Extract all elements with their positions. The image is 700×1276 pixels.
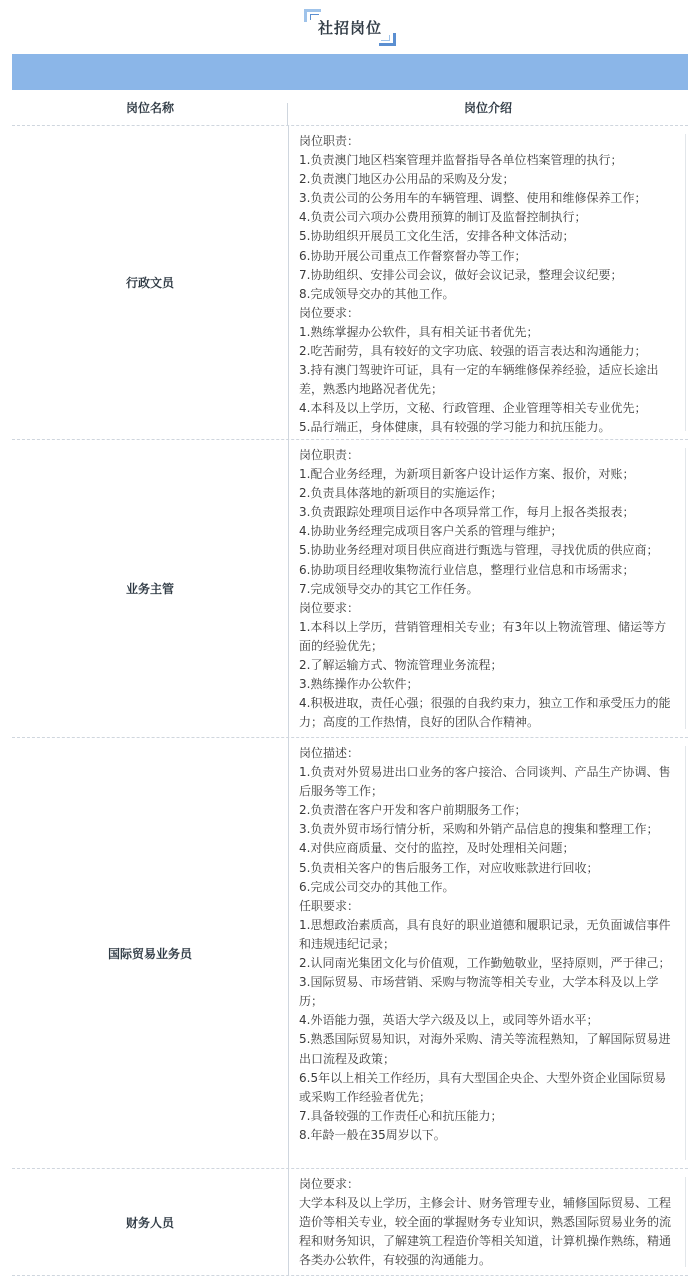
description-line: 6.协助项目经理收集物流行业信息，整理行业信息和市场需求； [299,562,635,577]
description-line: 2.负责具体落地的新项目的实施运作； [299,486,503,501]
description-line: 2.吃苦耐劳，具有较好的文字功底、较强的语言表达和沟通能力； [299,344,647,359]
table-header-row [12,90,688,126]
description-line: 6.5年以上相关工作经历，具有大型国企央企、大型外资企业国际贸易或采购工作经验者优先； [299,1070,667,1104]
description-line: 5.协助业务经理对项目供应商进行甄选与管理，寻找优质的供应商； [299,543,659,558]
description-line: 5.品行端正，身体健康，具有较强的学习能力和抗压能力。 [299,420,611,435]
corner-decoration-top-left-inner [310,14,319,20]
description-line: 1.熟练掌握办公软件，具有相关证书者优先； [299,324,539,339]
description-line: 4.本科及以上学历，文秘、行政管理、企业管理等相关专业优先； [299,401,647,416]
table-row [12,440,688,738]
section-title: 社招岗位 [317,18,382,37]
table-banner [12,54,688,90]
cell-right-rule [685,746,686,1160]
description-line: 岗位要求： [299,305,360,320]
description-line: 大学本科及以上学历，主修会计、财务管理专业，辅修国际贸易、工程造价等相关专业，较全面的掌握财务专业知识，熟悉国际贸易业务的流程和财务知识，了解建筑工程造价等相关知道，计算机操作熟练，精通各类办公软件，有较强的沟通能力。 [299,1196,672,1268]
description-line: 1.配合业务经理，为新项目新客户设计运作方案、报价，对账； [299,467,635,482]
description-line: 3.持有澳门驾驶许可证，具有一定的车辆维修保养经验，适应长途出差，熟悉内地路况者优先； [299,363,659,397]
description-line: 岗位职责： [299,448,360,462]
description-line: 6.协助开展公司重点工作督察督办等工作； [299,248,527,263]
table-row [12,1169,688,1276]
description-line: 岗位要求： [299,1177,360,1191]
description-line: 4.负责公司六项办公费用预算的制订及监督控制执行； [299,210,587,225]
description-line: 岗位要求： [299,600,360,615]
description-line: 3.负责公司的公务用车的车辆管理、调整、使用和维修保养工作； [299,191,647,206]
description-line: 7.完成领导交办的其它工作任务。 [299,581,479,596]
header-position-description: 岗位介绍 [463,101,512,115]
description-line: 任职要求： [299,898,360,913]
position-description [288,738,688,1168]
table-row [12,126,688,440]
description-line: 5.熟悉国际贸易知识，对海外采购、清关等流程熟知，了解国际贸易进出口流程及政策； [299,1032,671,1066]
description-line: 1.本科以上学历，营销管理相关专业；有3年以上物流管理、储运等方面的经验优先； [299,619,667,653]
position-name: 财务人员 [125,1215,174,1230]
description-line: 8.年龄一般在35周岁以下。 [299,1127,446,1142]
description-line: 3.负责外贸市场行情分析，采购和外销产品信息的搜集和整理工作； [299,822,659,837]
corner-decoration-bottom-right-inner [381,35,390,41]
description-line: 1.负责澳门地区档案管理并监督指导各单位档案管理的执行； [299,153,623,168]
section-header [0,8,700,46]
description-line: 2.了解运输方式、物流管理业务流程； [299,658,503,673]
jobs-table [12,90,688,1276]
description-line: 4.对供应商质量、交付的监控，及时处理相关问题； [299,841,575,856]
description-line: 4.协助业务经理完成项目客户关系的管理与维护； [299,524,563,539]
position-description [288,1169,688,1275]
cell-right-rule [685,1177,686,1267]
description-line: 3.负责跟踪处理项目运作中各项异常工作，每月上报各类报表； [299,505,635,520]
description-line: 8.完成领导交办的其他工作。 [299,286,455,301]
description-line: 5.负责相关客户的售后服务工作，对应收账款进行回收； [299,860,599,875]
description-line: 2.负责潜在客户开发和客户前期服务工作； [299,803,527,818]
description-line: 4.外语能力强，英语大学六级及以上，或同等外语水平； [299,1013,599,1028]
description-line: 3.熟练操作办公软件； [299,677,419,692]
description-line: 岗位描述： [299,746,360,760]
header-position-name: 岗位名称 [12,99,288,116]
description-line: 4.积极进取，责任心强；很强的自我约束力，独立工作和承受压力的能力；高度的工作热情，良好的团队合作精神。 [299,696,671,730]
description-line: 6.完成公司交办的其他工作。 [299,879,455,894]
position-description [288,440,688,737]
description-line: 2.认同南光集团文化与价值观，工作勤勉敬业，坚持原则，严于律己； [299,956,671,971]
description-line: 3.国际贸易、市场营销、采购与物流等相关专业，大学本科及以上学历； [299,975,659,1009]
position-name: 业务主管 [125,582,174,596]
description-line: 2.负责澳门地区办公用品的采购及分发； [299,172,515,187]
description-line: 5.协助组织开展员工文化生活，安排各种文体活动； [299,229,575,244]
description-line: 1.思想政治素质高，具有良好的职业道德和履职记录，无负面诚信事件和违规违纪记录； [299,917,671,951]
description-line: 1.负责对外贸易进出口业务的客户接洽、合同谈判、产品生产协调、售后服务等工作； [299,765,671,799]
section-title-box [306,11,394,44]
position-name: 行政文员 [125,276,174,290]
cell-right-rule [685,134,686,431]
table-row [12,738,688,1169]
description-line: 岗位职责： [299,134,360,148]
description-line: 7.协助组织、安排公司会议，做好会议记录，整理会议纪要； [299,267,623,282]
position-name: 国际贸易业务员 [107,946,192,961]
cell-right-rule [685,448,686,729]
description-line: 7.具备较强的工作责任心和抗压能力； [299,1108,503,1123]
position-description [288,126,688,439]
